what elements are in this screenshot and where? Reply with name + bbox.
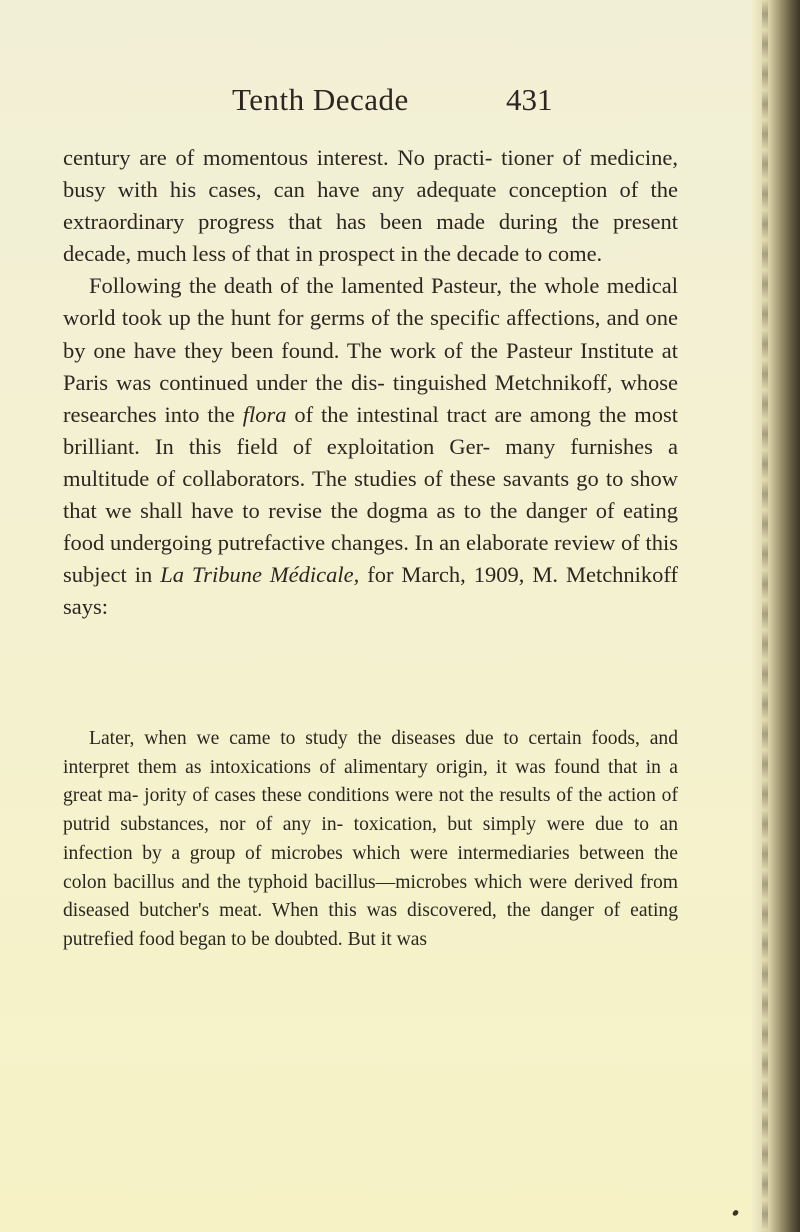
main-text	[63, 142, 678, 623]
paper-speck	[732, 1209, 739, 1217]
running-title: Tenth Decade	[232, 82, 409, 117]
block-quote	[63, 725, 678, 955]
running-header	[0, 82, 800, 122]
quote-text: Later, when we came to study the diseases due to certain foods, and interpret them as intoxications of alimentary origin, it was found that in a great ma- jority of cases these conditions were not the results of the action of putrid substances, nor of any in- toxication, but simply were due to an infection by a group of microbes which were intermediaries between the colon bacillus and the typhoid bacillus—microbes which were derived from diseased butcher's meat. When this was discovered, the danger of eating putrefied food began to be doubted. But it was	[63, 728, 678, 950]
paragraph-2-part-a: Following the death of the lamented Pasteur, the whole medical world took up the hunt for germs of the specific affections, and one by one have they been found. The work of the Pasteur Institute at Paris was continued under the dis- tinguished Metchnikoff, whose researches into the	[63, 273, 678, 427]
paragraph-2	[63, 270, 678, 623]
paragraph-1: century are of momentous interest. No practi- tioner of medicine, busy with his cases, can have any adequate conception of the extraordinary progress that has been made during the present decade, much less of that in prospect in the decade to come.	[63, 145, 678, 267]
journal-title: La Tribune Médicale,	[160, 562, 360, 588]
italic-flora: flora	[242, 401, 287, 427]
paragraph-2-part-b: of the intestinal tract are among the most brilliant. In this field of exploitation Ger- many furnishes a multitude of collaborators. The studies of these savants go to show that we shall have to revise the dogma as to the danger of eating food undergoing putrefactive changes. In an elaborate review of this subject in	[63, 401, 679, 588]
page-gutter-edge	[752, 0, 800, 1232]
page-number: 431	[506, 82, 553, 117]
paragraph-2-part-c: for March, 1909, M. Metchnikoff says:	[63, 562, 679, 620]
